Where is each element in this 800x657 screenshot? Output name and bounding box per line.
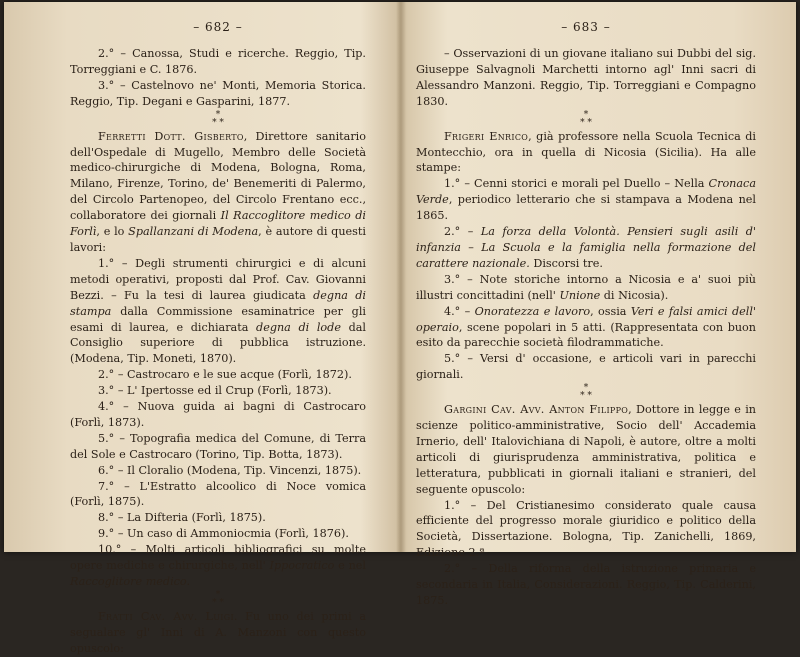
section-ornament: * * * bbox=[580, 109, 592, 128]
author-name: Gargini Cav. Avv. Anton Filippo bbox=[444, 403, 629, 417]
entry-gargini: Gargini Cav. Avv. Anton Filippo, Dottore in legge e in scienze politico-amministrative, Socio dell' Accademia Irnerio, dell' Italovichiana di Napoli, è autore, oltre a molti articoli di giurisprudenza amministrativa, politica e letteratura, pubblicati in giornali italiani e stranieri, del seguente opuscolo: bbox=[416, 403, 756, 496]
work-item: 1.° – Cenni storici e morali pel Duello – Nella Cronaca Verde, periodico letterario che si stampava a Modena nel 1865. bbox=[416, 177, 756, 223]
entry-ferretti: Ferretti Dott. Gisberto, Direttore sanitario dell'Ospedale di Mugello, Membro delle Società medico-chirurgiche di Modena, Bologna, Roma, Milano, Firenze, Torino, de' Benemeriti di Palermo, del Circolo Partenopeo, del Circolo Frentano ecc., collaboratore dei giornali Il Raccoglitore medico di Forlì, e lo Spallanzani di Modena, è autore di questi lavori: bbox=[70, 129, 366, 254]
book-spread bbox=[4, 2, 796, 655]
work-item: 1.° – Degli strumenti chirurgici e di alcuni metodi operativi, proposti dal Prof. Cav. Giovanni Bezzi. – Fu la tesi di laurea giudicata degna di stampa dalla Commissione esaminatrice per gli esami di laurea, e dichiarata degna di lode dal Consiglio superiore di pubblica istruzione. (Modena, Tip. Moneti, 1870). bbox=[70, 256, 366, 366]
author-name: Ferretti Dott. Gisberto bbox=[98, 129, 244, 143]
work-item: 2.° – Castrocaro e le sue acque (Forlì, 1872). bbox=[98, 368, 352, 382]
work-item: 7.° – L'Estratto alcoolico di Noce vomica (Forlì, 1875). bbox=[70, 479, 366, 509]
right-page bbox=[416, 2, 757, 607]
left-page-text bbox=[70, 46, 366, 657]
section-ornament: * * * bbox=[212, 109, 224, 128]
entry-fratti: Fratti Cav. Avv. Luigi. Fu uno dei primi a segualare gl' Inni di A. Manzoni con questo opuscolo: bbox=[70, 609, 366, 655]
work-item: 3.° – Note storiche intorno a Nicosia e a' suoi più illustri concittadini (nell' Unione di Nicosia). bbox=[416, 272, 756, 302]
work-item: 4.° – Onoratezza e lavoro, ossia Veri e falsi amici dell' operaio, scene popolari in 5 atti. (Rappresentata con buon esito da parecchie società filodrammatiche. bbox=[416, 304, 756, 350]
entry-line: 3.° – Castelnovo ne' Monti, Memoria Storica. Reggio, Tip. Degani e Gasparini, 1877. bbox=[70, 78, 366, 108]
page-number-left: – 682 – bbox=[193, 20, 243, 34]
work-item: 10.° – Molti articoli bibliografici su molte opere mediche e chirurgiche, nell' Ippocratico e nel Raccoglitore medico. bbox=[70, 543, 367, 588]
entry-line: – Osservazioni di un giovane italiano sui Dubbi del sig. Giuseppe Salvagnoli Marchetti intorno agl' Inni sacri di Alessandro Manzoni. Reggio, Tip. Torreggiani e Compagno 1830. bbox=[416, 47, 756, 108]
entry-line: 2.° – Canossa, Studi e ricerche. Reggio, Tip. Torreggiani e C. 1876. bbox=[70, 47, 366, 76]
gutter-crease bbox=[396, 2, 406, 552]
work-item: 5.° – Versi d' occasione, e articoli vari in parecchi giornali. bbox=[416, 352, 756, 382]
author-name: Fratti Cav. Avv. Luigi bbox=[98, 609, 234, 623]
page-number-right: – 683 – bbox=[561, 20, 611, 34]
section-ornament: * * * bbox=[212, 589, 224, 608]
entry-frigeri: Frigeri Enrico, già professore nella Scuola Tecnica di Montecchio, ora in quella di Nicosia (Sicilia). Ha alle stampe: bbox=[416, 129, 757, 175]
work-item: 9.° – Un caso di Ammoniocmia (Forlì, 1876). bbox=[98, 527, 349, 541]
left-page bbox=[70, 2, 367, 655]
work-item: 2.° – Della riforma della istruzione primaria e secondaria in Italia, Considerazioni. Reggio, Tip. Calderini, 1875. bbox=[416, 562, 756, 607]
work-item: 1.° – Del Cristianesimo considerato quale causa efficiente del progresso morale giuridico e politico della Società, Dissertazione. Bologna, Tip. Zanichelli, 1869, Edizione 2.ª bbox=[416, 498, 756, 560]
work-item: 8.° – La Difteria (Forlì, 1875). bbox=[98, 511, 266, 525]
work-item: 3.° – L' Ipertosse ed il Crup (Forlì, 1873). bbox=[98, 384, 332, 398]
work-item: 6.° – Il Cloralio (Modena, Tip. Vincenzi, 1875). bbox=[98, 463, 362, 477]
section-ornament: * * * bbox=[580, 383, 592, 402]
work-item: 5.° – Topografia medica del Comune, di Terra del Sole e Castrocaro (Torino, Tip. Botta, 1873). bbox=[70, 431, 366, 461]
work-item: 2.° – La forza della Volontà. Pensieri sugli asili d' infanzia – La Scuola e la famiglia nella formazione del carattere nazionale. Discorsi tre. bbox=[416, 225, 756, 270]
right-page-text bbox=[416, 46, 756, 609]
author-name: Frigeri Enrico bbox=[444, 129, 529, 143]
work-item: 4.° – Nuova guida ai bagni di Castrocaro (Forlì, 1873). bbox=[70, 400, 366, 429]
